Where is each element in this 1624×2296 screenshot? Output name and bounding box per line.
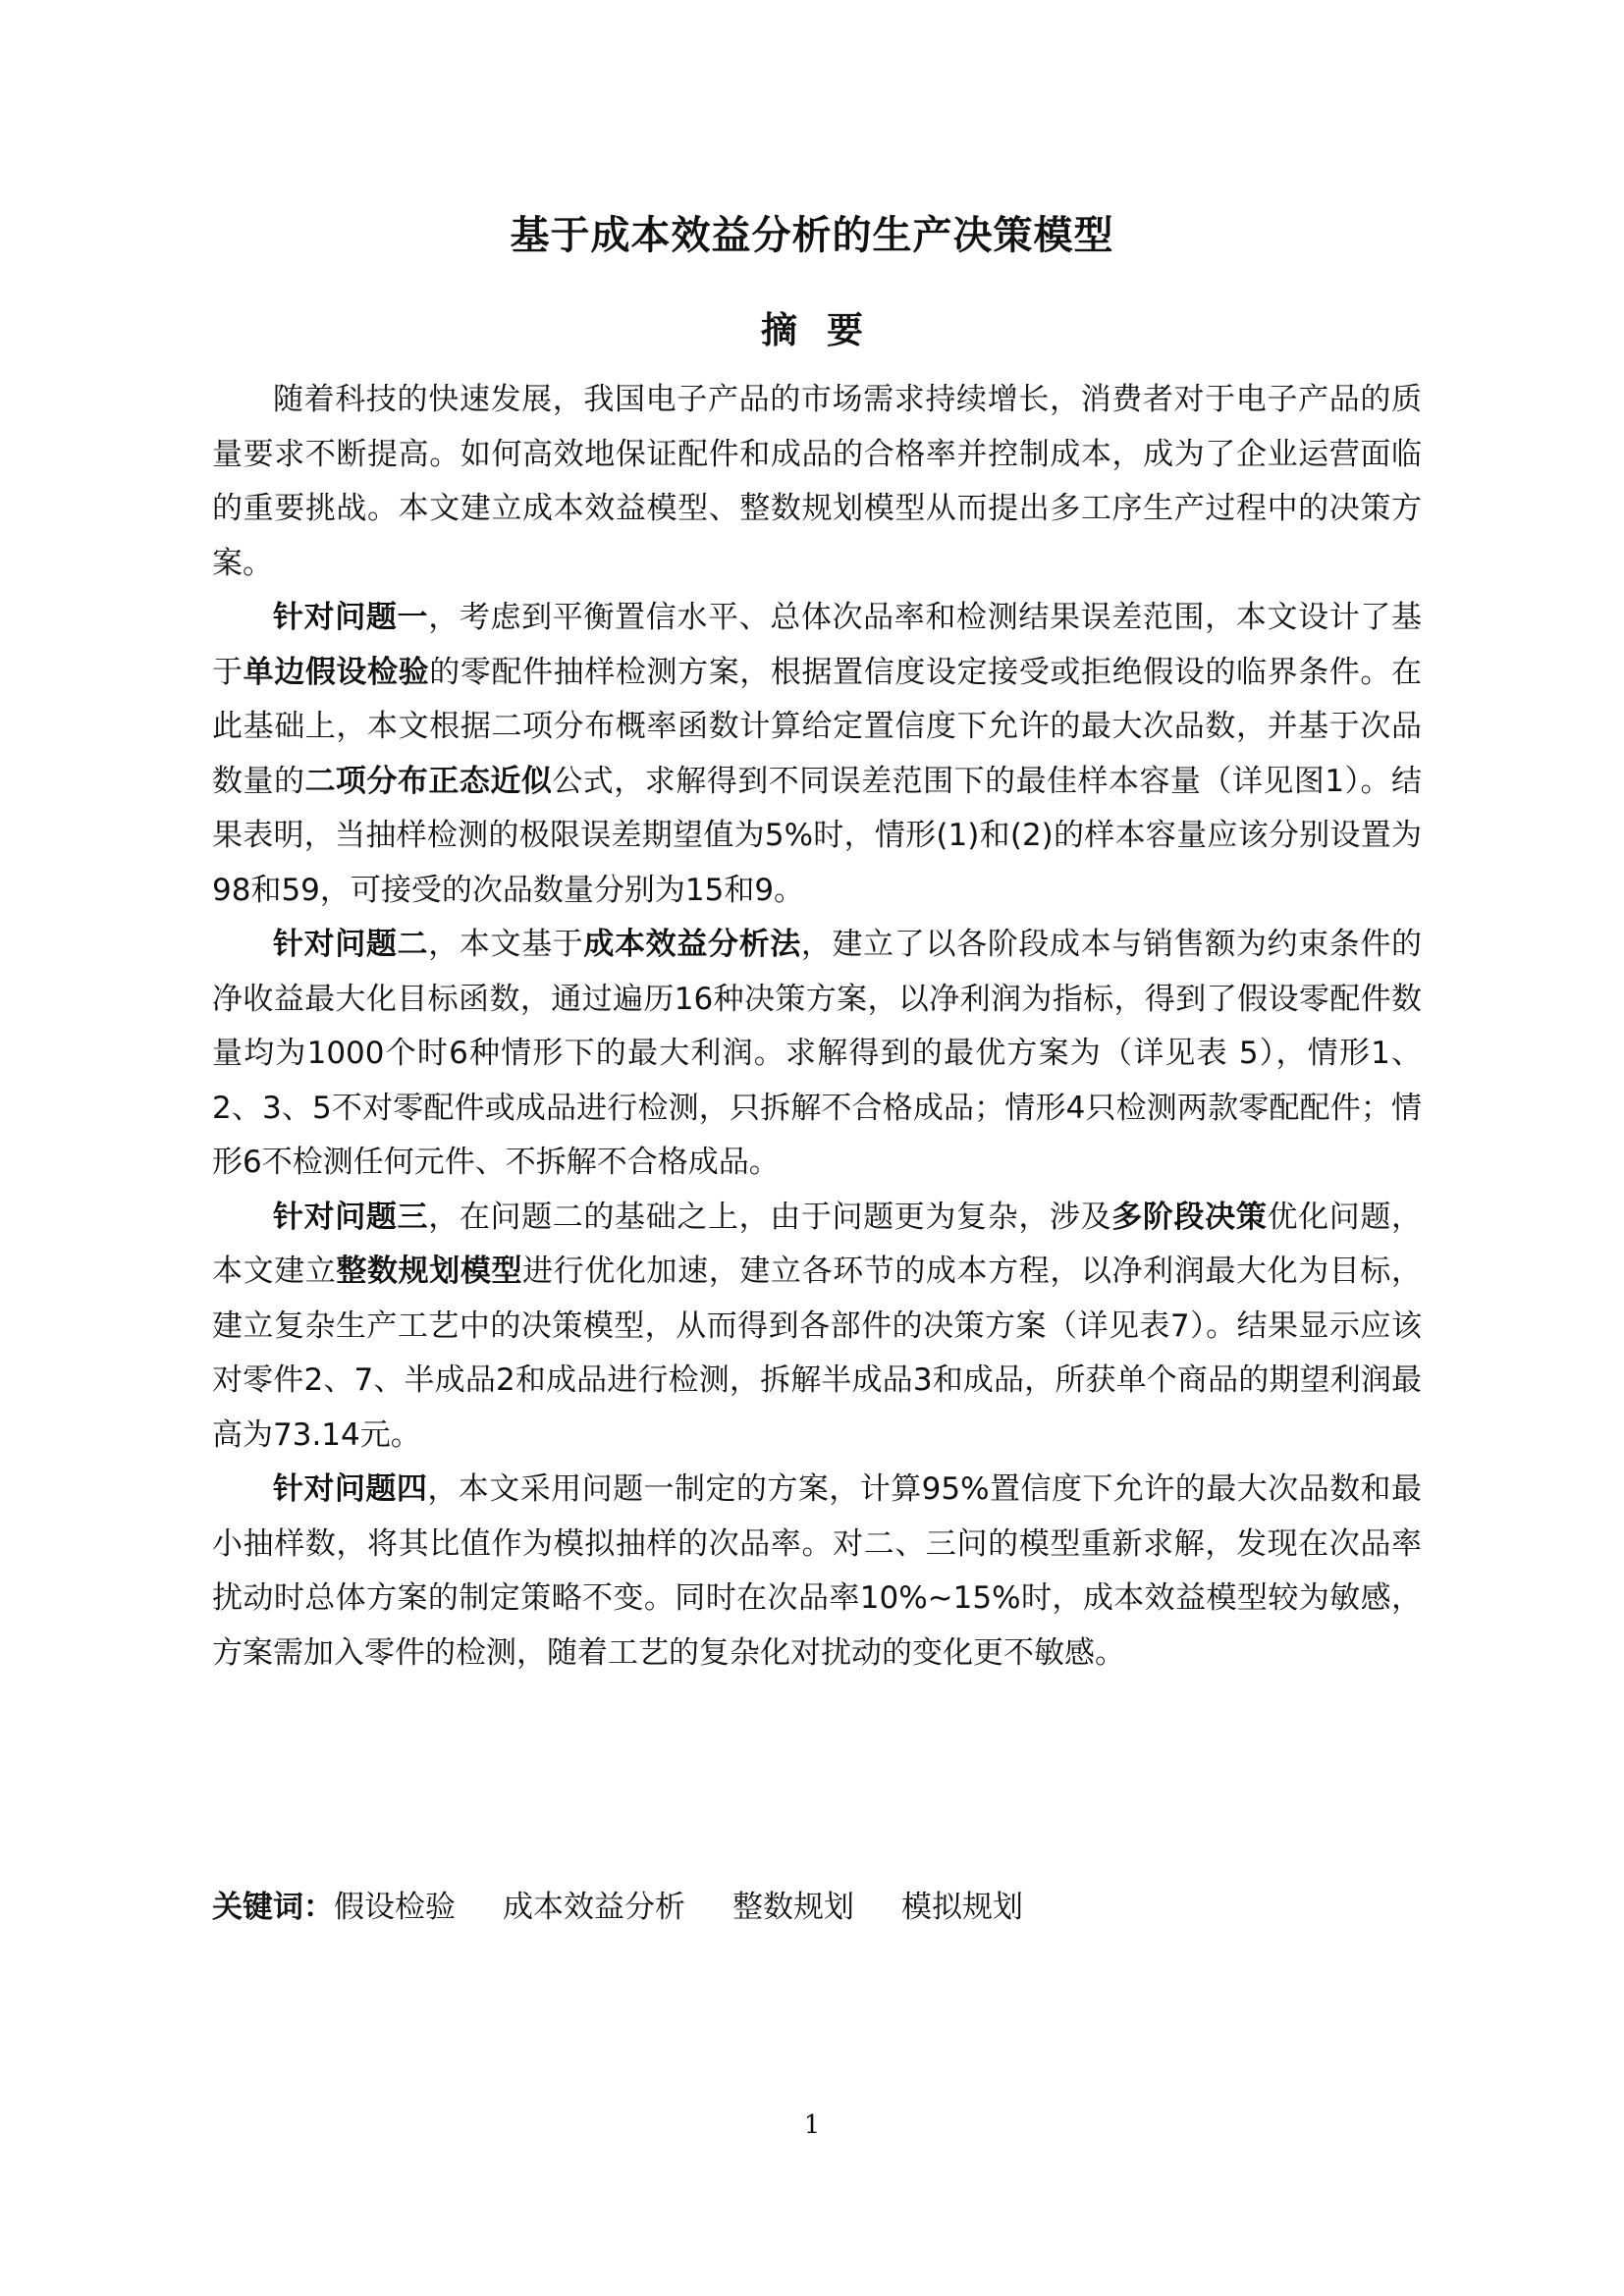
emphasis-text: 整数规划模型 <box>336 1254 523 1289</box>
abstract-paragraph <box>212 1463 1422 1681</box>
page-number: 1 <box>803 2110 821 2140</box>
paragraph-text: 随着科技的快速发展，我国电子产品的市场需求持续增长，消费者对于电子产品的质量要求不断提高。如何高效地保证配件和成品的合格率并控制成本，成为了企业运营面临的重要挑战。本文建立成本效益模型、整数规划模型从而提出多工序生产过程中的决策方案。 <box>212 382 1422 581</box>
emphasis-text: 针对问题四 <box>273 1471 428 1507</box>
paragraph-text: 公式，求解得到不同误差范围下的最佳样本容量（详见图1）。结果表明，当抽样检测的极限误差期望值为5%时，情形(1)和(2)的样本容量应该分别设置为98和59，可接受的次品数量分别为15和9。 <box>212 763 1423 908</box>
keyword-item: 模拟规划 <box>901 1890 1023 1925</box>
paragraph-text: ，建立了以各阶段成本与销售额为约束条件的净收益最大化目标函数，通过遍历16种决策方案，以净利润为指标，得到了假设零配件数量均为1000个时6种情形下的最大利润。求解得到的最优方案为（详见表 5），情形1、2、3、5不对零配件或成品进行检测，只拆解不合格成品；情形4只检测两款零配配件；情形6不检测任何元件、不拆解不合格成品。 <box>212 927 1423 1180</box>
keyword-item: 整数规划 <box>732 1890 854 1925</box>
paragraph-text: 优化问题，本文建立 <box>212 1199 1423 1289</box>
emphasis-text: 针对问题三 <box>273 1199 429 1235</box>
keywords-line <box>212 1881 1422 1935</box>
abstract-heading: 摘要 <box>761 309 893 351</box>
emphasis-text: 多阶段决策 <box>1111 1199 1268 1235</box>
keywords-label: 关键词： <box>212 1890 334 1925</box>
paragraph-text: 的零配件抽样检测方案，根据置信度设定接受或拒绝假设的临界条件。在此基础上，本文根据二项分布概率函数计算给定置信度下允许的最大次品数，并基于次品数量的 <box>212 654 1423 799</box>
abstract-paragraph <box>212 1191 1422 1464</box>
emphasis-text: 二项分布正态近似 <box>304 763 553 799</box>
paragraph-text: ，在问题二的基础之上，由于问题更为复杂，涉及 <box>428 1199 1112 1235</box>
paragraph-text: ，考虑到平衡置信水平、总体次品率和检测结果误差范围，本文设计了基于 <box>212 600 1423 690</box>
paragraph-text: ，本文基于 <box>428 927 584 962</box>
abstract-paragraph <box>212 373 1422 591</box>
abstract-paragraph <box>212 918 1422 1191</box>
emphasis-text: 针对问题二 <box>273 927 429 962</box>
paper-title: 基于成本效益分析的生产决策模型 <box>510 213 1114 258</box>
paragraph-text: 进行优化加速，建立各环节的成本方程，以净利润最大化为目标， 建立复杂生产工艺中的决策模型，从而得到各部件的决策方案（详见表7）。结果显示应该对零件2、7、半成品2和成品进行检测，拆解半成品3和成品，所获单个商品的期望利润最高为73.14元。 <box>212 1254 1423 1453</box>
abstract-body <box>212 373 1422 1681</box>
keyword-item: 成本效益分析 <box>503 1890 685 1925</box>
emphasis-text: 单边假设检验 <box>243 654 430 690</box>
keyword-item: 假设检验 <box>334 1890 456 1925</box>
abstract-paragraph <box>212 591 1422 918</box>
paragraph-text: ，本文采用问题一制定的方案，计算95%置信度下允许的最大次品数和最小抽样数，将其比值作为模拟抽样的次品率。对二、三问的模型重新求解，发现在次品率扰动时总体方案的制定策略不变。同时在次品率10%~15%时，成本效益模型较为敏感，方案需加入零件的检测，随着工艺的复杂化对扰动的变化更不敏感。 <box>212 1471 1423 1671</box>
emphasis-text: 成本效益分析法 <box>583 927 801 962</box>
emphasis-text: 针对问题一 <box>273 600 429 635</box>
